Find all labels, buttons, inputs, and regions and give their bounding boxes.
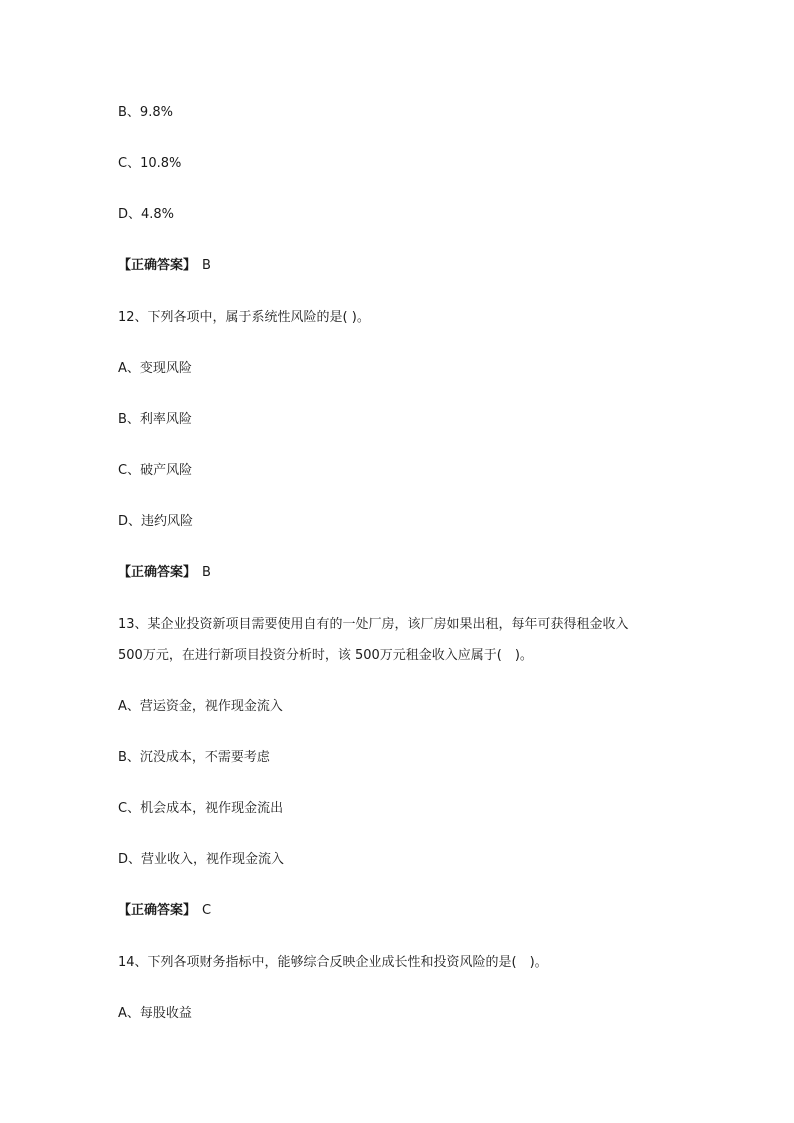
answer-label: 【正确答案】 — [118, 903, 197, 918]
q13-option-b: B、沉没成本，不需要考虑 — [118, 750, 270, 765]
q11-option-b: B、9.8% — [118, 105, 173, 120]
q12-option-b: B、利率风险 — [118, 412, 192, 427]
q13-stem-line-1: 13、某企业投资新项目需要使用自有的一处厂房，该厂房如果出租，每年可获得租金收入 — [118, 617, 629, 632]
answer-value: C — [202, 903, 212, 918]
q11-answer — [118, 258, 211, 274]
q12-option-c: C、破产风险 — [118, 463, 193, 478]
q12-option-a: A、变现风险 — [118, 361, 192, 376]
answer-value: B — [202, 565, 211, 580]
q12-option-d: D、违约风险 — [118, 514, 194, 529]
answer-label: 【正确答案】 — [118, 258, 197, 273]
q13-stem-line-2: 500万元，在进行新项目投资分析时，该 500万元租金收入应属于( )。 — [118, 648, 533, 663]
q13-option-c: C、机会成本，视作现金流出 — [118, 801, 284, 816]
q13-option-a: A、营运资金，视作现金流入 — [118, 699, 283, 714]
q13-option-d: D、营业收入，视作现金流入 — [118, 852, 285, 867]
q14-option-a: A、每股收益 — [118, 1006, 192, 1021]
answer-label: 【正确答案】 — [118, 565, 197, 580]
q12-answer — [118, 565, 211, 581]
q11-option-d: D、4.8% — [118, 207, 175, 222]
answer-value: B — [202, 258, 211, 273]
q14-stem: 14、下列各项财务指标中，能够综合反映企业成长性和投资风险的是( )。 — [118, 955, 548, 970]
q13-answer — [118, 903, 211, 919]
q12-stem: 12、下列各项中，属于系统性风险的是( )。 — [118, 310, 370, 325]
q11-option-c: C、10.8% — [118, 156, 182, 171]
